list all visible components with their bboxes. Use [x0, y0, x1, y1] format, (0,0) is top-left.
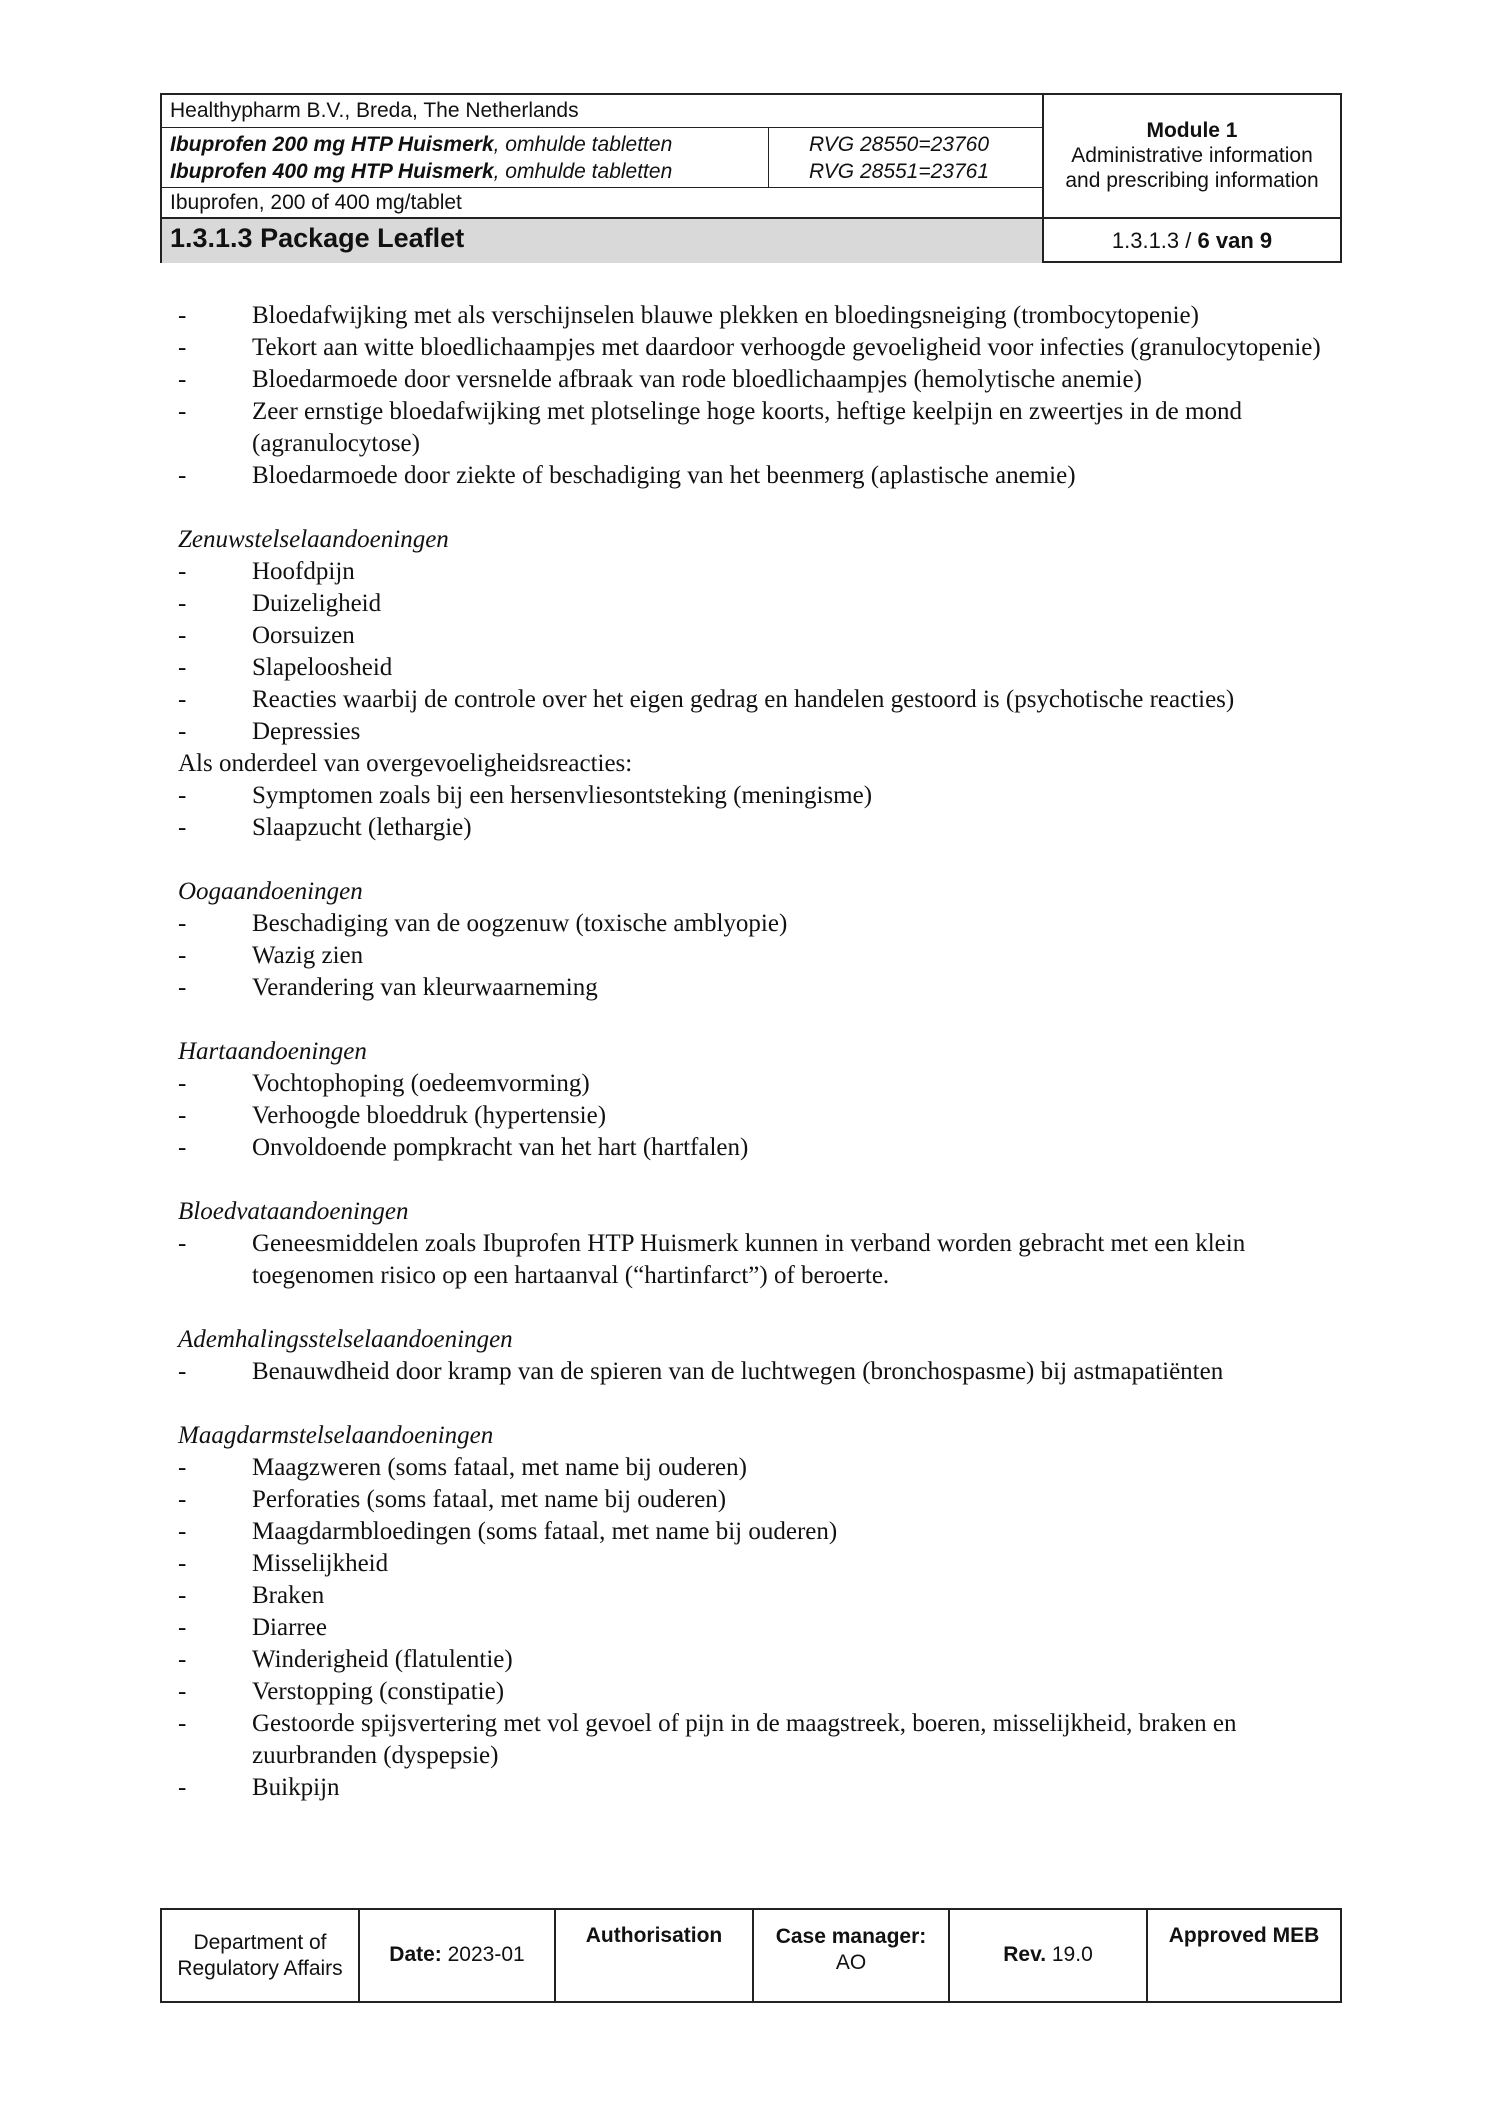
list-item [178, 1100, 1328, 1132]
product-line-2 [170, 158, 760, 185]
list-item [178, 1228, 1328, 1292]
bullet-dash: - [178, 462, 187, 489]
list-item [178, 1772, 1328, 1804]
bullet-dash: - [178, 1646, 187, 1673]
item-text: Hoofdpijn [252, 558, 355, 585]
category-heading: Ademhalingsstelselaandoeningen [178, 1326, 513, 1353]
item-text: Benauwdheid door kramp van de spieren van de luchtwegen (bronchospasme) bij astmapatiënten [252, 1358, 1224, 1385]
module-line-2: and prescribing information [1065, 169, 1319, 192]
bullet-dash: - [178, 1230, 187, 1257]
heart-section [178, 1036, 1328, 1164]
sub-heading: Als onderdeel van overgevoeligheidsreacties: [178, 750, 633, 777]
respiratory-section [178, 1324, 1328, 1388]
vascular-section [178, 1196, 1328, 1292]
category-heading: Bloedvataandoeningen [178, 1198, 409, 1225]
document-footer [160, 1908, 1342, 2003]
list-item [178, 1644, 1328, 1676]
module-box [1044, 95, 1340, 219]
list-item [178, 1548, 1328, 1580]
company-name: Healthypharm B.V., Breda, The Netherlands [162, 95, 1042, 128]
item-text: Misselijkheid [252, 1550, 389, 1577]
footer-date [360, 1910, 556, 2001]
module-line-1: Administrative information [1071, 144, 1313, 167]
item-text: Maagzweren (soms fataal, met name bij ouderen) [252, 1454, 747, 1481]
list-item [178, 780, 1328, 812]
bullet-dash: - [178, 558, 187, 585]
item-text: Bloedafwijking met als verschijnselen blauwe plekken en bloedingsneiging (trombocytopenie) [252, 302, 1199, 329]
list-item [178, 716, 1328, 748]
item-text: Reacties waarbij de controle over het eigen gedrag en handelen gestoord is (psychotische reacties) [252, 686, 1235, 713]
item-text: Beschadiging van de oogzenuw (toxische amblyopie) [252, 910, 788, 937]
blood-list [178, 300, 1328, 492]
footer-approved: Approved MEB [1168, 1924, 1320, 1947]
list-item [178, 1516, 1328, 1548]
list-item [178, 1708, 1328, 1772]
list-item [178, 332, 1328, 364]
category-heading: Maagdarmstelselaandoeningen [178, 1422, 494, 1449]
footer-authorisation: Authorisation [556, 1910, 754, 2001]
rvg-numbers [769, 128, 1042, 187]
item-text: Zeer ernstige bloedafwijking met plotselinge hoge koorts, heftige keelpijn en zweertjes in de mond (agranulocytose) [252, 398, 1242, 457]
case-manager-label: Case manager: [775, 1925, 927, 1948]
module-title: Module 1 [1146, 119, 1238, 142]
list-item [178, 1580, 1328, 1612]
product-names [162, 128, 769, 187]
bullet-dash: - [178, 1358, 187, 1385]
item-text: Tekort aan witte bloedlichaampjes met daardoor verhoogde gevoeligheid voor infecties (granulocytopenie) [252, 334, 1321, 361]
product-row [162, 128, 1042, 188]
bullet-dash: - [178, 622, 187, 649]
product-1-form: , omhulde tabletten [493, 133, 673, 156]
bullet-dash: - [178, 1550, 187, 1577]
spacer [178, 1388, 1328, 1420]
list-item [178, 620, 1328, 652]
list-item [178, 1612, 1328, 1644]
list-item [178, 908, 1328, 940]
list-item [178, 812, 1328, 844]
eye-section [178, 876, 1328, 1004]
footer-revision [950, 1910, 1148, 2001]
list-item [178, 1356, 1328, 1388]
item-text: Geneesmiddelen zoals Ibuprofen HTP Huismerk kunnen in verband worden gebracht met een klein toegenomen risico op een hartaanval (“hartinfarct”) of beroerte. [252, 1230, 1246, 1289]
spacer [178, 492, 1328, 524]
list-item [178, 1452, 1328, 1484]
list-item [178, 588, 1328, 620]
item-text: Vochtophoping (oedeemvorming) [252, 1070, 590, 1097]
product-1-name: Ibuprofen 200 mg HTP Huismerk [170, 133, 494, 156]
list-item [178, 364, 1328, 396]
revision-label: Rev. [1003, 1943, 1047, 1966]
page-prefix: 1.3.1.3 / [1111, 228, 1198, 253]
bullet-dash: - [178, 974, 187, 1001]
bullet-dash: - [178, 782, 187, 809]
bullet-dash: - [178, 1134, 187, 1161]
list-item [178, 396, 1328, 460]
footer-department [162, 1910, 360, 2001]
bullet-dash: - [178, 1774, 187, 1801]
item-text: Diarree [252, 1614, 327, 1641]
date-label: Date: [389, 1943, 442, 1966]
page-indicator [1044, 219, 1340, 263]
list-item [178, 1132, 1328, 1164]
case-manager-value: AO [835, 1951, 867, 1974]
item-text: Slaapzucht (lethargie) [252, 814, 472, 841]
gastro-section [178, 1420, 1328, 1804]
bullet-dash: - [178, 942, 187, 969]
leaflet-content [178, 300, 1328, 1804]
header-left [162, 95, 1044, 261]
spacer [178, 1164, 1328, 1196]
footer-case-manager [754, 1910, 950, 2001]
item-text: Onvoldoende pompkracht van het hart (hartfalen) [252, 1134, 749, 1161]
list-item [178, 940, 1328, 972]
bullet-dash: - [178, 590, 187, 617]
bullet-dash: - [178, 1582, 187, 1609]
item-text: Buikpijn [252, 1774, 340, 1801]
bullet-dash: - [178, 814, 187, 841]
list-item [178, 972, 1328, 1004]
document-header [160, 93, 1342, 263]
rvg-2: RVG 28551=23761 [809, 160, 990, 183]
section-title: 1.3.1.3 Package Leaflet [162, 219, 1042, 263]
product-line-1 [170, 131, 760, 158]
item-text: Verhoogde bloeddruk (hypertensie) [252, 1102, 607, 1129]
list-item [178, 652, 1328, 684]
department-line-2: Regulatory Affairs [177, 1957, 343, 1980]
spacer [178, 1292, 1328, 1324]
product-2-form: , omhulde tabletten [493, 160, 673, 183]
list-item [178, 556, 1328, 588]
category-heading: Oogaandoeningen [178, 878, 363, 905]
bullet-dash: - [178, 910, 187, 937]
bullet-dash: - [178, 1070, 187, 1097]
item-text: Verstopping (constipatie) [252, 1678, 505, 1705]
bullet-dash: - [178, 718, 187, 745]
item-text: Oorsuizen [252, 622, 355, 649]
item-text: Perforaties (soms fataal, met name bij ouderen) [252, 1486, 727, 1513]
bullet-dash: - [178, 1486, 187, 1513]
list-item [178, 1068, 1328, 1100]
bullet-dash: - [178, 686, 187, 713]
item-text: Bloedarmoede door ziekte of beschadiging van het beenmerg (aplastische anemie) [252, 462, 1076, 489]
spacer [178, 844, 1328, 876]
item-text: Duizeligheid [252, 590, 382, 617]
bullet-dash: - [178, 1102, 187, 1129]
date-value: 2023-01 [441, 1943, 525, 1966]
bullet-dash: - [178, 1454, 187, 1481]
item-text: Winderigheid (flatulentie) [252, 1646, 513, 1673]
bullet-dash: - [178, 334, 187, 361]
header-right [1044, 95, 1340, 261]
bullet-dash: - [178, 654, 187, 681]
department-line-1: Department of [193, 1931, 327, 1954]
list-item [178, 460, 1328, 492]
spacer [178, 1004, 1328, 1036]
bullet-dash: - [178, 1614, 187, 1641]
item-text: Maagdarmbloedingen (soms fataal, met name bij ouderen) [252, 1518, 838, 1545]
item-text: Wazig zien [252, 942, 364, 969]
list-item [178, 300, 1328, 332]
product-2-name: Ibuprofen 400 mg HTP Huismerk [170, 160, 494, 183]
item-text: Gestoorde spijsvertering met vol gevoel of pijn in de maagstreek, boeren, misselijkheid, braken en zuurbranden (dyspepsie) [252, 1710, 1237, 1769]
item-text: Verandering van kleurwaarneming [252, 974, 598, 1001]
category-heading: Zenuwstelselaandoeningen [178, 526, 449, 553]
category-heading: Hartaandoeningen [178, 1038, 367, 1065]
item-text: Slapeloosheid [252, 654, 393, 681]
item-text: Depressies [252, 718, 361, 745]
nervous-section [178, 524, 1328, 844]
bullet-dash: - [178, 366, 187, 393]
page-number: 6 van 9 [1197, 228, 1273, 253]
bullet-dash: - [178, 398, 187, 425]
item-text: Bloedarmoede door versnelde afbraak van rode bloedlichaampjes (hemolytische anemie) [252, 366, 1142, 393]
bullet-dash: - [178, 1518, 187, 1545]
item-text: Braken [252, 1582, 325, 1609]
bullet-dash: - [178, 1678, 187, 1705]
list-item [178, 1484, 1328, 1516]
bullet-dash: - [178, 1710, 187, 1737]
substance-line: Ibuprofen, 200 of 400 mg/tablet [162, 188, 1042, 219]
list-item [178, 1676, 1328, 1708]
revision-value: 19.0 [1046, 1943, 1093, 1966]
item-text: Symptomen zoals bij een hersenvliesontsteking (meningisme) [252, 782, 873, 809]
rvg-1: RVG 28550=23760 [809, 133, 990, 156]
bullet-dash: - [178, 302, 187, 329]
list-item [178, 684, 1328, 716]
